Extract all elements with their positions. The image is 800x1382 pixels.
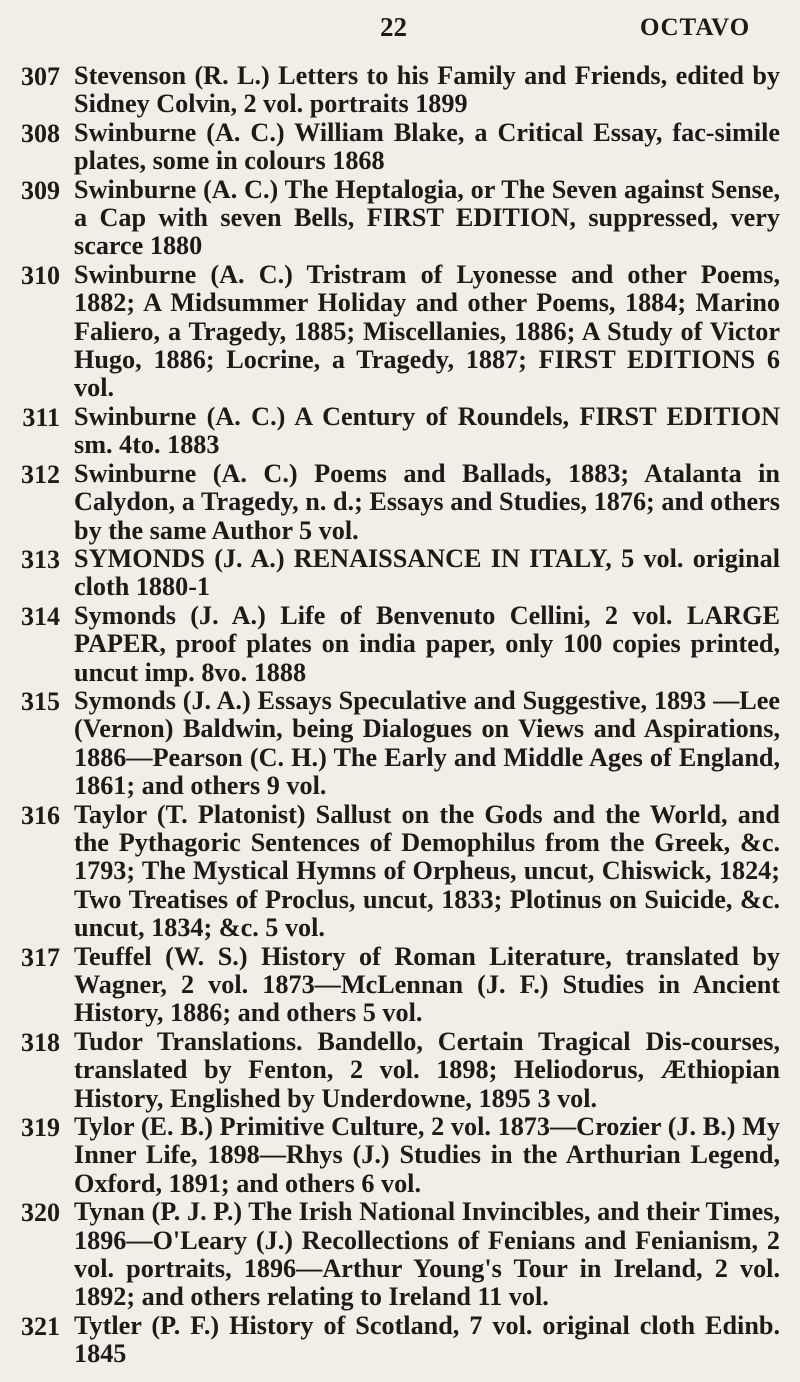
lot-number: 320	[21, 1198, 60, 1228]
lot-description: Swinburne (A. C.) Tristram of Lyonesse and other Poems, 1882; A Midsummer Holiday and other Poems, 1884; Marino Faliero, a Tragedy, 1885; Miscellanies, 1886; A Study of Victor Hugo, 1886; Locrine, a Tragedy, 1887; FIRST EDITIONS 6 vol.	[74, 259, 780, 403]
lot-number: 314	[21, 601, 60, 631]
lot-number: 311	[22, 402, 60, 432]
lot-description: Tynan (P. J. P.) The Irish National Invincibles, and their Times, 1896—O'Leary (J.) Recollections of Fenians and Fenianism, 2 vol. portraits, 1896—Arthur Young's Tour in Ireland, 2 vol. 1892; and others relating to Ireland 11 vol.	[74, 1197, 780, 1312]
catalogue-entry	[0, 1198, 800, 1312]
catalogue-entry	[0, 403, 800, 460]
lot-number: 319	[21, 1113, 60, 1143]
lot-description: Tylor (E. B.) Primitive Culture, 2 vol. 1873—Crozier (J. B.) My Inner Life, 1898—Rhys (J.) Studies in the Arthurian Legend, Oxford, 1891; and others 6 vol.	[74, 1112, 780, 1198]
lot-description: Tytler (P. F.) History of Scotland, 7 vol. original cloth Edinb. 1845	[74, 1310, 780, 1369]
page-header	[0, 6, 800, 46]
lot-description: Teuffel (W. S.) History of Roman Literature, translated by Wagner, 2 vol. 1873—McLennan (J. F.) Studies in Ancient History, 1886; and others 5 vol.	[74, 941, 780, 1028]
catalogue-entry	[0, 1028, 800, 1113]
catalogue-entry	[0, 801, 800, 943]
lot-number: 315	[21, 686, 60, 716]
lot-description: Symonds (J. A.) Life of Benvenuto Cellini, 2 vol. LARGE PAPER, proof plates on india paper, only 100 copies printed, uncut imp. 8vo. 1888	[74, 600, 780, 687]
catalogue-entry	[0, 62, 800, 119]
lot-number: 308	[21, 118, 60, 148]
lot-description: Tudor Translations. Bandello, Certain Tragical Dis-courses, translated by Fenton, 2 vol. 1898; Heliodorus, Æthiopian History, Englished by Underdowne, 1895 3 vol.	[74, 1026, 780, 1113]
lot-number: 318	[21, 1027, 60, 1057]
catalogue-entry	[0, 176, 800, 261]
catalogue-entry	[0, 119, 800, 176]
catalogue-entry	[0, 545, 800, 602]
lot-number: 317	[21, 942, 60, 972]
catalogue-entry	[0, 460, 800, 545]
lot-description: Swinburne (A. C.) The Heptalogia, or The Seven against Sense, a Cap with seven Bells, FIRST EDITION, suppressed, very scarce 1880	[74, 174, 780, 261]
lot-number: 316	[21, 800, 60, 830]
lot-description: Swinburne (A. C.) William Blake, a Critical Essay, fac-simile plates, some in colours 1868	[74, 117, 780, 176]
lot-description: Swinburne (A. C.) Poems and Ballads, 1883; Atalanta in Calydon, a Tragedy, n. d.; Essays and Studies, 1876; and others by the same Author 5 vol.	[74, 458, 780, 545]
lot-description: Stevenson (R. L.) Letters to his Family and Friends, edited by Sidney Colvin, 2 vol. portraits 1899	[74, 61, 780, 119]
catalogue-entry	[0, 1113, 800, 1198]
lot-number: 307	[21, 62, 60, 91]
lot-number: 321	[21, 1311, 60, 1341]
lot-number: 313	[21, 544, 60, 574]
lot-number: 310	[21, 260, 60, 290]
catalogue-entry	[0, 687, 800, 801]
lot-description: Symonds (J. A.) Essays Speculative and Suggestive, 1893 —Lee (Vernon) Baldwin, being Dialogues on Views and Aspirations, 1886—Pearson (C. H.) The Early and Middle Ages of England, 1861; and others 9 vol.	[74, 685, 780, 801]
running-head: OCTAVO	[640, 14, 751, 41]
catalogue-entries	[0, 62, 800, 1369]
catalogue-entry	[0, 261, 800, 403]
lot-description: Taylor (T. Platonist) Sallust on the Gods and the World, and the Pythagoric Sentences of Demophilus from the Greek, &c. 1793; The Mystical Hymns of Orpheus, uncut, Chiswick, 1824; Two Treatises of Proclus, uncut, 1833; Plotinus on Suicide, &c. uncut, 1834; &c. 5 vol.	[74, 799, 780, 943]
catalogue-entry	[0, 1312, 800, 1369]
catalogue-entry	[0, 943, 800, 1028]
page-number: 22	[380, 12, 407, 42]
lot-description: Swinburne (A. C.) A Century of Roundels, FIRST EDITION sm. 4to. 1883	[74, 401, 780, 460]
catalogue-entry	[0, 602, 800, 687]
lot-description: SYMONDS (J. A.) RENAISSANCE IN ITALY, 5 vol. original cloth 1880-1	[74, 543, 780, 602]
lot-number: 312	[21, 459, 60, 489]
lot-number: 309	[21, 175, 60, 205]
